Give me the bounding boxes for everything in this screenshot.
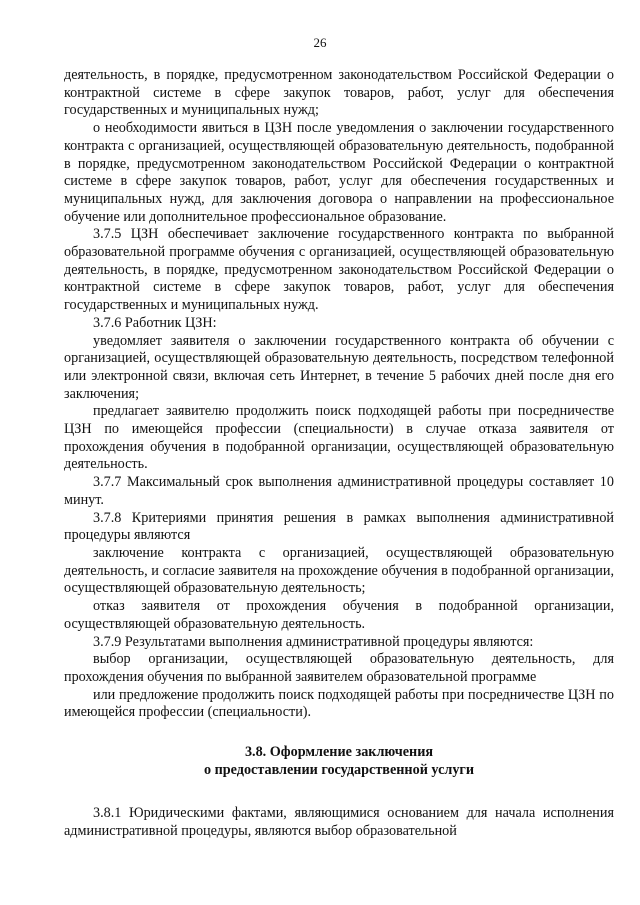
paragraph: отказ заявителя от прохождения обучения в подобранной организации, осуществляющей образовательную деятельность. bbox=[64, 598, 614, 632]
paragraph: 3.7.5 ЦЗН обеспечивает заключение государственного контракта по выбранной образовательной программе обучения с организацией, осуществляющей образовательную деятельность, в порядке, предусмотренном законодательством Российской Федерации о контрактной системе в сфере закупок товаров, работ, услуг для обеспечения государственных и муниципальных нужд. bbox=[64, 226, 614, 314]
paragraph: уведомляет заявителя о заключении государственного контракта об обучении с организацией, осуществляющей образовательную деятельность, посредством телефонной или электронной связи, включая сеть Интернет, в течение 5 рабочих дней после дня его заключения; bbox=[64, 332, 614, 402]
paragraph: 3.7.8 Критериями принятия решения в рамках выполнения административной процедуры являются bbox=[64, 509, 614, 544]
paragraph: 3.8.1 Юридическими фактами, являющимися основанием для начала исполнения административной процедуры, являются выбор образовательной bbox=[64, 805, 614, 840]
paragraph: 3.7.9 Результатами выполнения административной процедуры являются: bbox=[93, 633, 534, 650]
paragraph: о необходимости явиться в ЦЗН после уведомления о заключении государственного контракта с организацией, осуществляющей образовательную деятельность, подобранной в порядке, предусмотренном законодательством Российской Федерации о контрактной системе в сфере закупок товаров, работ, услуг для обеспечения государственных и муниципальных нужд, для заключения договора о направлении на профессиональное обучение или дополнительное профессиональное образование. bbox=[64, 120, 614, 225]
paragraph: заключение контракта с организацией, осуществляющей образовательную деятельность, и согласие заявителя на прохождение обучения в подобранной организации, осуществляющей образовательную деятельность; bbox=[64, 544, 614, 597]
section-heading bbox=[64, 744, 614, 779]
paragraph: 3.7.7 Максимальный срок выполнения административной процедуры составляет 10 минут. bbox=[64, 474, 614, 508]
section-heading-line1: 3.8. Оформление заключения bbox=[244, 744, 434, 761]
paragraph: выбор организации, осуществляющей образовательную деятельность, для прохождения обучения по выбранной заявителем образовательной программе bbox=[64, 651, 614, 685]
document-body bbox=[64, 67, 614, 841]
section-heading-line2: о предоставлении государственной услуги bbox=[203, 761, 475, 778]
paragraph: деятельность, в порядке, предусмотренном законодательством Российской Федерации о контрактной системе в сфере закупок товаров, работ, услуг для обеспечения государственных и муниципальных нужд; bbox=[64, 67, 614, 119]
paragraph: или предложение продолжить поиск подходящей работы при посредничестве ЦЗН по имеющейся профессии (специальности). bbox=[64, 686, 614, 721]
paragraph: 3.7.6 Работник ЦЗН: bbox=[93, 314, 217, 331]
page-number: 26 bbox=[313, 35, 327, 50]
paragraph: предлагает заявителю продолжить поиск подходящей работы при посредничестве ЦЗН по имеющейся профессии (специальности) в случае отказа заявителя от прохождения обучения в подобранной организации, осуществляющей образовательную деятельность. bbox=[64, 403, 614, 473]
